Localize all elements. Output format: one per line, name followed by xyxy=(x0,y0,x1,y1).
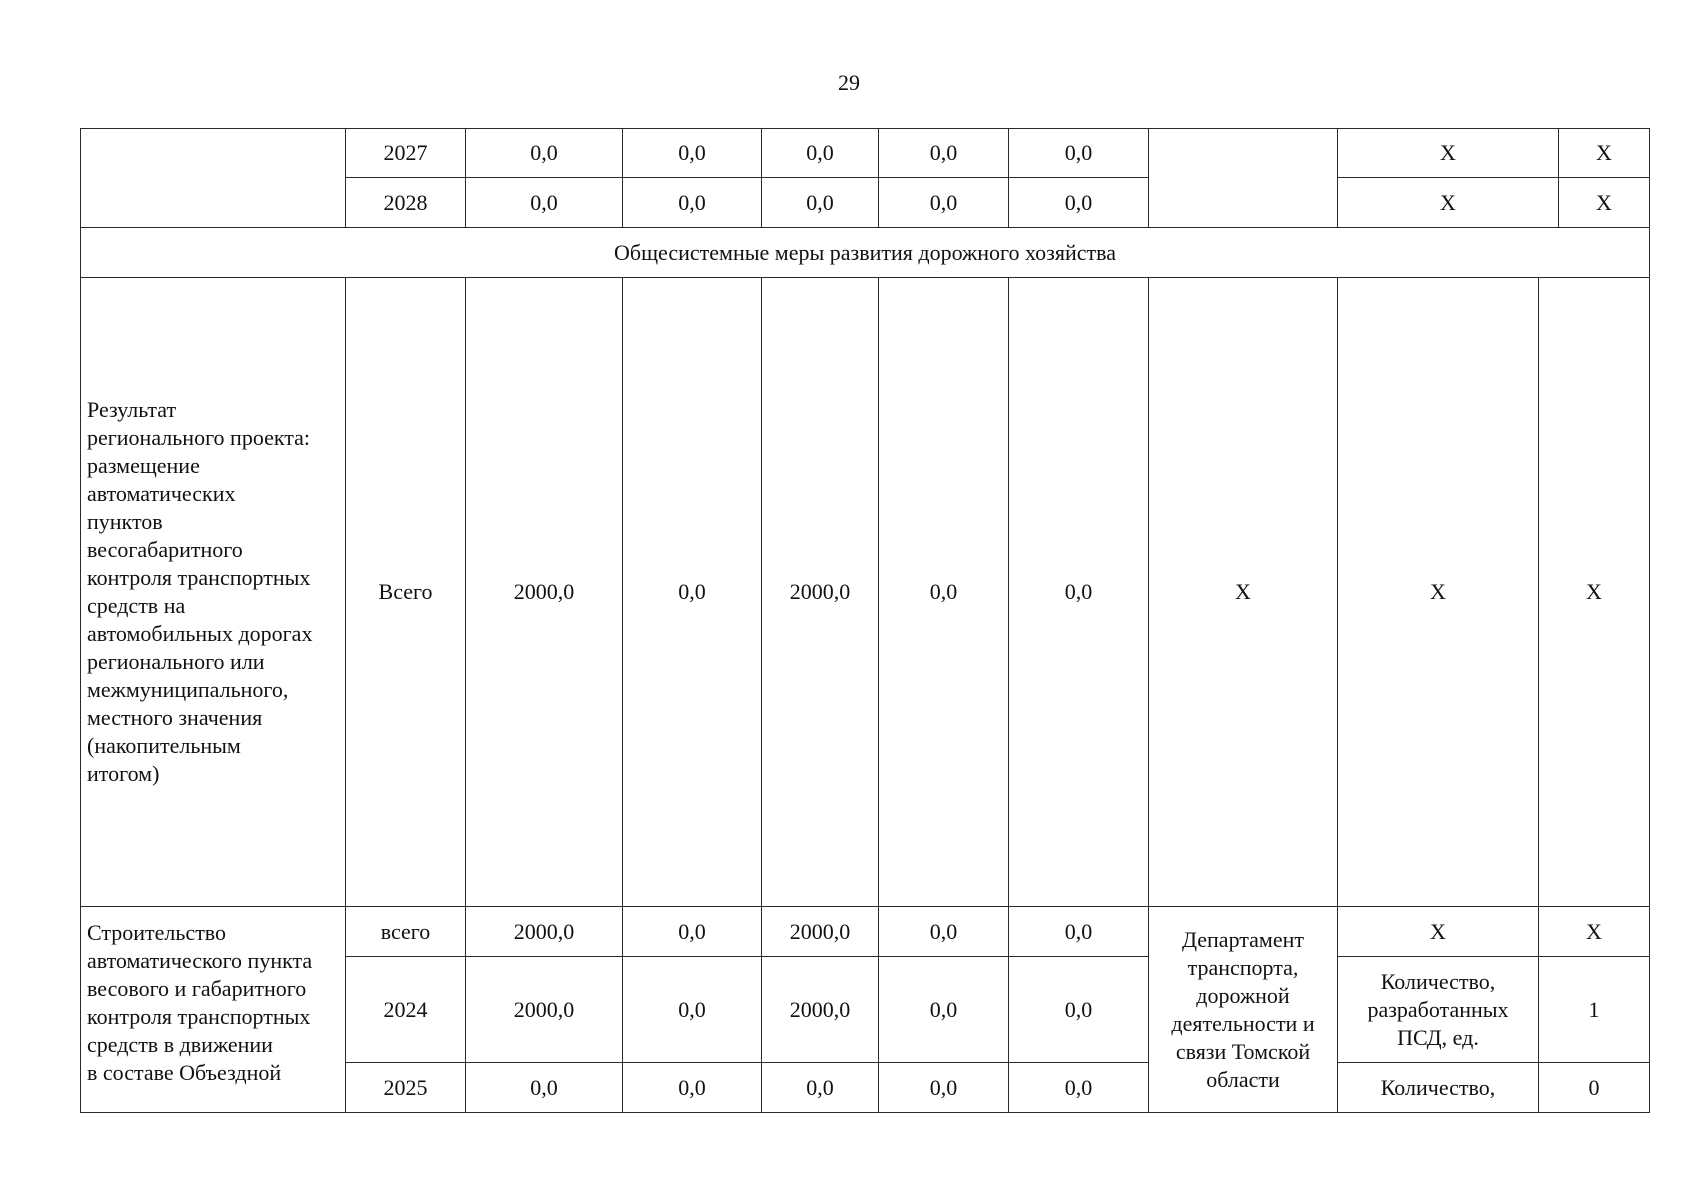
table-cell-x: X xyxy=(1558,128,1650,178)
table-cell-value: 0,0 xyxy=(1008,277,1149,907)
table-cell-value: 0,0 xyxy=(1008,128,1149,178)
table-cell-value: 0,0 xyxy=(761,128,879,178)
table-cell-value: 2000,0 xyxy=(761,906,879,957)
table-cell-x: X xyxy=(1337,177,1559,228)
table-cell-value: 2000,0 xyxy=(465,956,623,1063)
table-cell-indicator-value: X xyxy=(1538,906,1650,957)
table-cell-value: 0,0 xyxy=(622,906,762,957)
table-cell-value: 2000,0 xyxy=(465,906,623,957)
result-description: Результат регионального проекта: размещение автоматических пунктов весогабаритного контроля транспортных средств на автомобильных дорогах регионального или межмуниципального, местного значения (накопительным итогом) xyxy=(80,277,346,907)
table-cell-indicator: X xyxy=(1337,906,1539,957)
table-cell-period: всего xyxy=(345,906,466,957)
table-cell-period: Всего xyxy=(345,277,466,907)
table-cell-value: 0,0 xyxy=(878,177,1009,228)
table-cell-value: 0,0 xyxy=(465,128,623,178)
table-cell-value: 0,0 xyxy=(878,906,1009,957)
table-cell-value: 0,0 xyxy=(622,1062,762,1113)
table-cell-indicator: Количество, xyxy=(1337,1062,1539,1113)
table-cell-value: 0,0 xyxy=(1008,177,1149,228)
table-cell-value: 0,0 xyxy=(465,1062,623,1113)
section-title: Общесистемные меры развития дорожного хозяйства xyxy=(80,227,1650,278)
table-cell-year: 2027 xyxy=(345,128,466,178)
table-cell-value: 0,0 xyxy=(622,177,762,228)
table-cell-indicator-value: 0 xyxy=(1538,1062,1650,1113)
construction-description: Строительство автоматического пункта весового и габаритного контроля транспортных средств в движении в составе Объездной xyxy=(80,906,346,1113)
table-cell-indicator: Количество, разработанных ПСД, ед. xyxy=(1337,956,1539,1063)
table-cell-value: 0,0 xyxy=(878,1062,1009,1113)
table-cell-value: 2000,0 xyxy=(761,956,879,1063)
table-cell-value: 2000,0 xyxy=(465,277,623,907)
table-cell-value: 0,0 xyxy=(761,1062,879,1113)
table-cell-value: 0,0 xyxy=(761,177,879,228)
table-cell-x: X xyxy=(1148,277,1338,907)
table-cell-blank-description xyxy=(80,128,346,228)
table-cell-value: 0,0 xyxy=(622,277,762,907)
table-cell-year: 2025 xyxy=(345,1062,466,1113)
table-cell-value: 0,0 xyxy=(878,277,1009,907)
table-cell-value: 0,0 xyxy=(878,956,1009,1063)
table-cell-x: X xyxy=(1538,277,1650,907)
table-cell-x: X xyxy=(1337,277,1539,907)
table-cell-value: 0,0 xyxy=(1008,956,1149,1063)
table-cell-value: 0,0 xyxy=(622,956,762,1063)
table-cell-x: X xyxy=(1558,177,1650,228)
table-cell-value: 0,0 xyxy=(1008,1062,1149,1113)
page-number: 29 xyxy=(838,70,860,95)
table-cell-blank-executor xyxy=(1148,128,1338,228)
table-cell-value: 0,0 xyxy=(878,128,1009,178)
table-cell-x: X xyxy=(1337,128,1559,178)
table-cell-value: 0,0 xyxy=(465,177,623,228)
table-cell-value: 0,0 xyxy=(1008,906,1149,957)
table-cell-indicator-value: 1 xyxy=(1538,956,1650,1063)
table-cell-value: 2000,0 xyxy=(761,277,879,907)
executor-cell: Департамент транспорта, дорожной деятельности и связи Томской области xyxy=(1148,906,1338,1113)
table-cell-year: 2024 xyxy=(345,956,466,1063)
table-cell-value: 0,0 xyxy=(622,128,762,178)
table-cell-year: 2028 xyxy=(345,177,466,228)
